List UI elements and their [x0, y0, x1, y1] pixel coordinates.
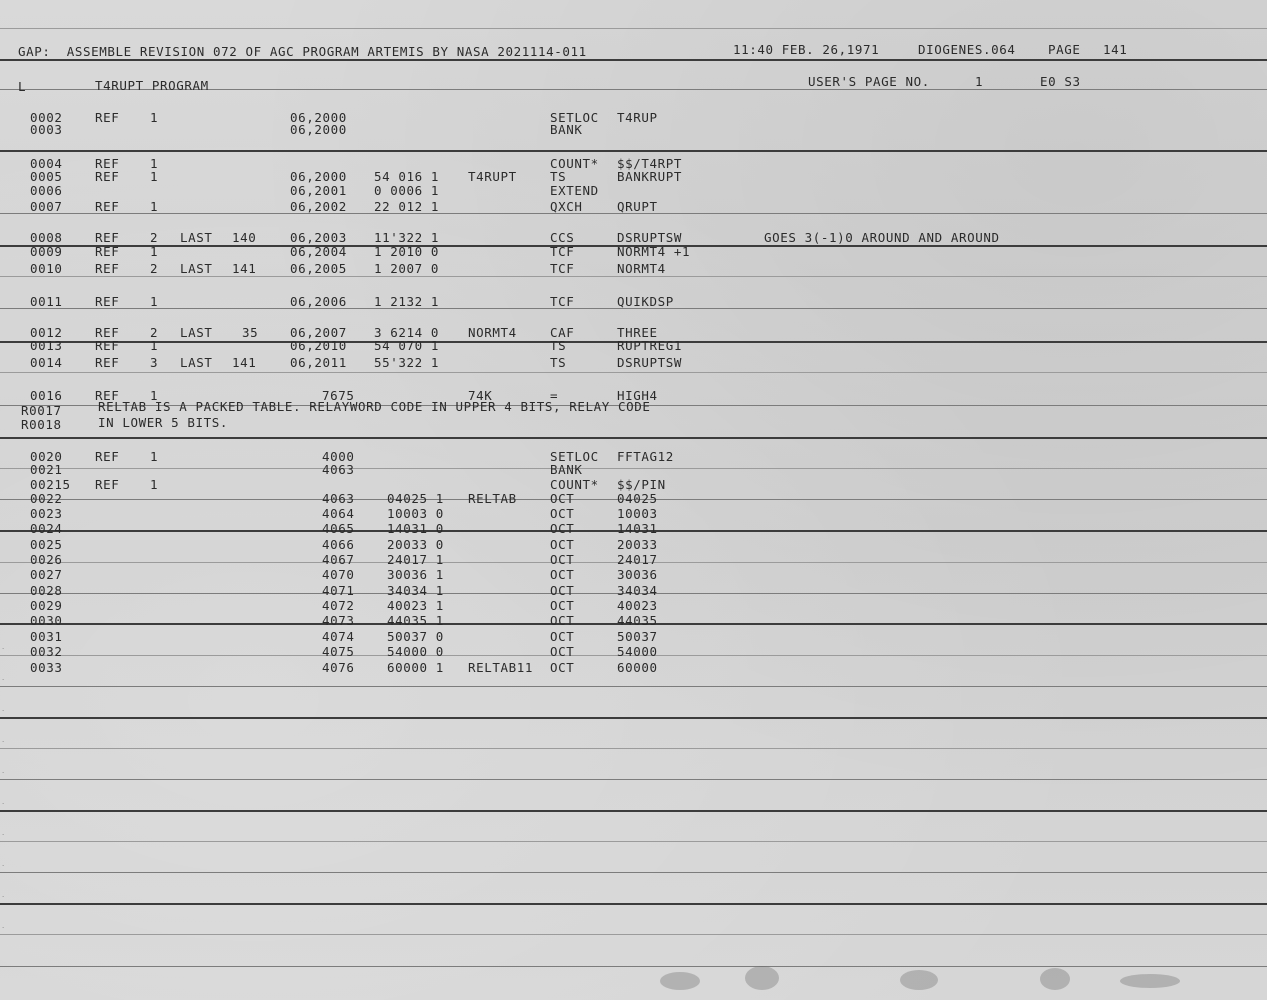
operand: 54000: [617, 644, 658, 659]
address: 06,2010: [290, 338, 347, 353]
opcode: COUNT*: [550, 477, 599, 492]
line-number: 0022: [30, 491, 63, 506]
opcode: SETLOC: [550, 110, 599, 125]
operand: 50037: [617, 629, 658, 644]
ruled-line: [0, 276, 1267, 277]
ref-count: 1: [150, 338, 159, 353]
address: 4072: [322, 598, 355, 613]
ruled-line: [0, 872, 1267, 873]
operand: NORMT4: [617, 261, 666, 276]
object-code: 24017 1: [387, 552, 444, 567]
operand: DSRUPTSW: [617, 355, 683, 370]
last-marker: LAST: [180, 355, 213, 370]
operand: THREE: [617, 325, 658, 340]
symbol-label: T4RUPT: [468, 169, 517, 184]
paper-stain: [660, 972, 700, 990]
ref-count: 2: [150, 325, 159, 340]
margin-mark: ·: [2, 645, 5, 653]
ruled-line: [0, 748, 1267, 749]
margin-mark: ·: [2, 862, 5, 870]
ref-marker: REF: [95, 169, 120, 184]
line-number: 0016: [30, 388, 63, 403]
listing-title: GAP: ASSEMBLE REVISION 072 OF AGC PROGRAM ARTEMIS BY NASA 2021114-011: [18, 44, 587, 59]
margin-mark: ·: [2, 676, 5, 684]
program-name: T4RUPT PROGRAM: [95, 78, 209, 93]
symbol-label: RELTAB11: [468, 660, 534, 675]
ruled-line: [0, 28, 1267, 29]
opcode: TS: [550, 169, 567, 184]
line-number: 0024: [30, 521, 63, 536]
ruled-line: [0, 779, 1267, 780]
line-number: 0023: [30, 506, 63, 521]
opcode: TCF: [550, 261, 575, 276]
opcode: OCT: [550, 644, 575, 659]
line-number: 0027: [30, 567, 63, 582]
listing-extra: E0 S3: [1040, 74, 1081, 89]
object-code: 60000 1: [387, 660, 444, 675]
address: 4064: [322, 506, 355, 521]
ruled-line: [0, 468, 1267, 469]
opcode: TS: [550, 355, 567, 370]
ruled-line: [0, 437, 1267, 439]
operand: 30036: [617, 567, 658, 582]
ref-count: 1: [150, 199, 159, 214]
users-page-number: 1: [975, 74, 984, 89]
ruled-line: [0, 903, 1267, 905]
object-code: 55'322 1: [374, 355, 440, 370]
ref-marker: REF: [95, 338, 120, 353]
object-code: 34034 1: [387, 583, 444, 598]
ref-marker: REF: [95, 477, 120, 492]
ref-count: 1: [150, 449, 159, 464]
opcode: EXTEND: [550, 183, 599, 198]
object-code: 1 2010 0: [374, 244, 440, 259]
ref-marker: REF: [95, 244, 120, 259]
operand: 44035: [617, 613, 658, 628]
address: 4071: [322, 583, 355, 598]
object-code: 11'322 1: [374, 230, 440, 245]
operand: 10003: [617, 506, 658, 521]
last-marker: LAST: [180, 230, 213, 245]
line-number: 0020: [30, 449, 63, 464]
opcode: TCF: [550, 244, 575, 259]
line-number: 0031: [30, 629, 63, 644]
object-code: 50037 0: [387, 629, 444, 644]
address: 06,2000: [290, 169, 347, 184]
address: 4063: [322, 491, 355, 506]
line-number: 0032: [30, 644, 63, 659]
line-number: 0021: [30, 462, 63, 477]
ruled-line: [0, 841, 1267, 842]
ref-marker: REF: [95, 199, 120, 214]
ref-count: 2: [150, 261, 159, 276]
operand: QUIKDSP: [617, 294, 674, 309]
operand: BANKRUPT: [617, 169, 683, 184]
line-number: 0008: [30, 230, 63, 245]
line-number: 0003: [30, 122, 63, 137]
address: 4000: [322, 449, 355, 464]
opcode: TCF: [550, 294, 575, 309]
symbol-label: 74K: [468, 388, 493, 403]
opcode: TS: [550, 338, 567, 353]
address: 06,2002: [290, 199, 347, 214]
address: 06,2000: [290, 122, 347, 137]
object-code: 1 2132 1: [374, 294, 440, 309]
line-number: 0033: [30, 660, 63, 675]
opcode: OCT: [550, 567, 575, 582]
address: 06,2005: [290, 261, 347, 276]
opcode: BANK: [550, 122, 583, 137]
opcode: OCT: [550, 660, 575, 675]
listing-marker: L: [18, 79, 27, 94]
address: 06,2003: [290, 230, 347, 245]
ruled-line: [0, 59, 1267, 61]
margin-mark: ·: [2, 738, 5, 746]
remark-line-number: R0018: [21, 417, 62, 432]
ref-count: 1: [150, 388, 159, 403]
ref-marker: REF: [95, 294, 120, 309]
ref-count: 1: [150, 169, 159, 184]
address: 7675: [322, 388, 355, 403]
opcode: OCT: [550, 583, 575, 598]
listing-job: DIOGENES.064: [918, 42, 1016, 57]
opcode: OCT: [550, 552, 575, 567]
symbol-label: NORMT4: [468, 325, 517, 340]
object-code: 54 070 1: [374, 338, 440, 353]
object-code: 44035 1: [387, 613, 444, 628]
operand: 40023: [617, 598, 658, 613]
address: 4076: [322, 660, 355, 675]
opcode: OCT: [550, 537, 575, 552]
operand: QRUPT: [617, 199, 658, 214]
object-code: 3 6214 0: [374, 325, 440, 340]
ruled-line: [0, 372, 1267, 373]
line-number: 0011: [30, 294, 63, 309]
line-number: 0005: [30, 169, 63, 184]
ref-count: 1: [150, 110, 159, 125]
line-number: 0007: [30, 199, 63, 214]
line-number: 0028: [30, 583, 63, 598]
operand: NORMT4 +1: [617, 244, 691, 259]
operand: 20033: [617, 537, 658, 552]
operand: 14031: [617, 521, 658, 536]
opcode: =: [550, 388, 559, 403]
margin-mark: ·: [2, 800, 5, 808]
last-marker: LAST: [180, 261, 213, 276]
operand: 04025: [617, 491, 658, 506]
line-number: 0013: [30, 338, 63, 353]
ref-count: 2: [150, 230, 159, 245]
ruled-line: [0, 966, 1267, 967]
address: 06,2004: [290, 244, 347, 259]
object-code: 54 016 1: [374, 169, 440, 184]
remark-text: IN LOWER 5 BITS.: [98, 415, 229, 430]
margin-mark: ·: [2, 893, 5, 901]
object-code: 1 2007 0: [374, 261, 440, 276]
object-code: 20033 0: [387, 537, 444, 552]
line-number: 00215: [30, 477, 71, 492]
opcode: OCT: [550, 506, 575, 521]
address: 4070: [322, 567, 355, 582]
object-code: 54000 0: [387, 644, 444, 659]
opcode: OCT: [550, 521, 575, 536]
paper-stain: [1040, 968, 1070, 990]
line-number: 0029: [30, 598, 63, 613]
line-number: 0014: [30, 355, 63, 370]
last-page: 141: [232, 261, 257, 276]
address: 4075: [322, 644, 355, 659]
address: 4065: [322, 521, 355, 536]
margin-mark: ·: [2, 769, 5, 777]
address: 4066: [322, 537, 355, 552]
operand: HIGH4: [617, 388, 658, 403]
line-number: 0026: [30, 552, 63, 567]
operand: FFTAG12: [617, 449, 674, 464]
ref-count: 1: [150, 477, 159, 492]
ref-count: 1: [150, 156, 159, 171]
operand: RUPTREG1: [617, 338, 683, 353]
ruled-line: [0, 717, 1267, 719]
opcode: OCT: [550, 598, 575, 613]
margin-mark: ·: [2, 831, 5, 839]
ruled-line: [0, 686, 1267, 687]
remark-text: RELTAB IS A PACKED TABLE. RELAYWORD CODE IN UPPER 4 BITS, RELAY CODE: [98, 399, 651, 414]
last-page: 140: [232, 230, 257, 245]
operand: DSRUPTSW: [617, 230, 683, 245]
object-code: 10003 0: [387, 506, 444, 521]
opcode: QXCH: [550, 199, 583, 214]
object-code: 0 0006 1: [374, 183, 440, 198]
ref-marker: REF: [95, 230, 120, 245]
ref-marker: REF: [95, 355, 120, 370]
object-code: 40023 1: [387, 598, 444, 613]
last-page: 141: [232, 355, 257, 370]
ref-marker: REF: [95, 325, 120, 340]
line-number: 0004: [30, 156, 63, 171]
ref-count: 1: [150, 294, 159, 309]
object-code: 04025 1: [387, 491, 444, 506]
last-marker: LAST: [180, 325, 213, 340]
opcode: OCT: [550, 491, 575, 506]
object-code: 30036 1: [387, 567, 444, 582]
paper-stain: [1120, 974, 1180, 988]
page-number: 141: [1103, 42, 1128, 57]
address: 06,2007: [290, 325, 347, 340]
line-number: 0002: [30, 110, 63, 125]
line-number: 0006: [30, 183, 63, 198]
ref-count: 3: [150, 355, 159, 370]
line-number: 0009: [30, 244, 63, 259]
operand: 60000: [617, 660, 658, 675]
line-number: 0030: [30, 613, 63, 628]
ruled-line: [0, 934, 1267, 935]
operand: $$/PIN: [617, 477, 666, 492]
address: 4074: [322, 629, 355, 644]
operand: T4RUP: [617, 110, 658, 125]
address: 06,2006: [290, 294, 347, 309]
ruled-line: [0, 810, 1267, 812]
operand: 34034: [617, 583, 658, 598]
last-page: 35: [242, 325, 259, 340]
ref-marker: REF: [95, 261, 120, 276]
operand: 24017: [617, 552, 658, 567]
page-label: PAGE: [1048, 42, 1081, 57]
ref-marker: REF: [95, 156, 120, 171]
address: 06,2000: [290, 110, 347, 125]
paper-stain: [745, 966, 779, 990]
comment: GOES 3(-1)0 AROUND AND AROUND: [764, 230, 1000, 245]
ref-marker: REF: [95, 110, 120, 125]
margin-mark: ·: [2, 924, 5, 932]
line-number: 0010: [30, 261, 63, 276]
line-number: 0025: [30, 537, 63, 552]
ref-marker: REF: [95, 388, 120, 403]
symbol-label: RELTAB: [468, 491, 517, 506]
opcode: SETLOC: [550, 449, 599, 464]
opcode: CCS: [550, 230, 575, 245]
operand: $$/T4RPT: [617, 156, 683, 171]
margin-mark: ·: [2, 707, 5, 715]
address: 4067: [322, 552, 355, 567]
listing-timestamp: 11:40 FEB. 26,1971: [733, 42, 880, 57]
address: 4073: [322, 613, 355, 628]
users-page-label: USER'S PAGE NO.: [808, 74, 930, 89]
address: 4063: [322, 462, 355, 477]
opcode: OCT: [550, 613, 575, 628]
opcode: CAF: [550, 325, 575, 340]
address: 06,2011: [290, 355, 347, 370]
ruled-line: [0, 150, 1267, 152]
line-number: 0012: [30, 325, 63, 340]
opcode: OCT: [550, 629, 575, 644]
paper-stain: [900, 970, 938, 990]
object-code: 14031 0: [387, 521, 444, 536]
object-code: 22 012 1: [374, 199, 440, 214]
opcode: BANK: [550, 462, 583, 477]
address: 06,2001: [290, 183, 347, 198]
ref-count: 1: [150, 244, 159, 259]
remark-line-number: R0017: [21, 403, 62, 418]
ref-marker: REF: [95, 449, 120, 464]
opcode: COUNT*: [550, 156, 599, 171]
